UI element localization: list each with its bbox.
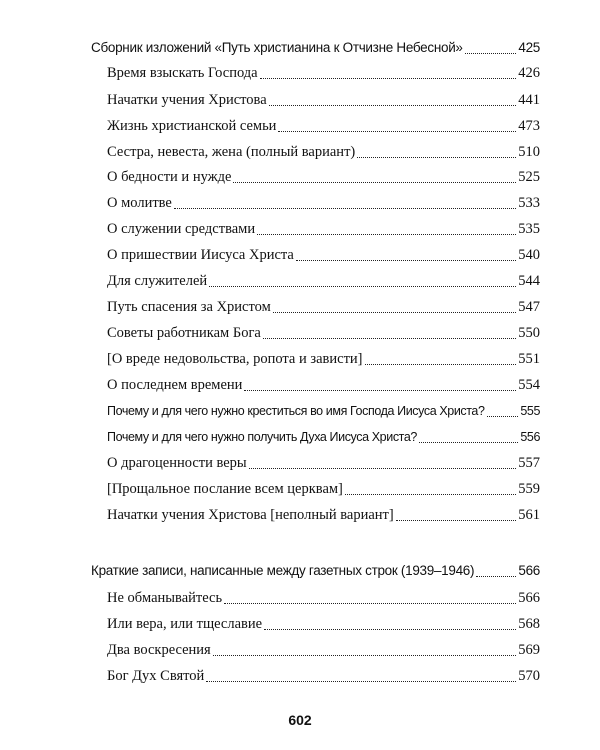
entry-page: 547 [518,299,540,315]
entry-title: Бог Дух Святой [107,668,205,684]
dot-leader [244,386,516,391]
entry-title: Время взыскать Господа [107,65,258,81]
entry-page: 473 [518,118,540,134]
entry-page: 561 [518,507,540,523]
entry-title: Почему и для чего нужно креститься во имя Господа Иисуса Христа? [107,404,485,418]
entry-page: 510 [518,144,540,160]
dot-leader [174,204,516,209]
dot-leader [263,334,516,339]
dot-leader [273,308,516,313]
entry-title: [Прощальное послание всем церквам] [107,481,343,497]
entry-title: Жизнь христианской семьи [107,118,277,134]
entry-page: 557 [518,455,540,471]
entry-title: О последнем времени [107,377,243,393]
entry-title: О пришествии Иисуса Христа [107,247,294,263]
entry-title: О молитве [107,195,172,211]
entry-page: 426 [518,65,540,81]
toc-entry [107,166,540,188]
section-title: Сборник изложений «Путь христианина к Отчизне Небесной» [91,40,463,55]
entry-title: Начатки учения Христова [неполный вариант] [107,507,394,523]
entry-page: 533 [518,195,540,211]
dot-leader [296,256,516,261]
entry-title: Не обманывайтесь [107,590,223,606]
entry-title: Или вера, или тщеславие [107,616,263,632]
toc-entry [107,478,540,500]
entry-title: Для служителей [107,273,208,289]
toc-entry [107,270,540,292]
toc-entry [107,504,540,526]
toc-entry [107,665,540,687]
dot-leader [257,230,516,235]
entry-page: 566 [518,590,540,606]
dot-leader [206,677,516,682]
entry-title: О драгоценности веры [107,455,247,471]
toc-entry [107,426,540,448]
toc-entry [107,296,540,318]
entry-title: Путь спасения за Христом [107,299,271,315]
section-page: 425 [518,40,540,55]
dot-leader [224,599,516,604]
entry-title: Начатки учения Христова [107,92,267,108]
dot-leader [209,282,516,287]
entry-title: О служении средствами [107,221,256,237]
toc-entry [107,348,540,370]
dot-leader [278,127,516,132]
entry-page: 555 [520,404,540,418]
dot-leader [260,74,517,79]
toc-entry [107,192,540,214]
entry-page: 441 [518,92,540,108]
entry-title: Два воскресения [107,642,211,658]
toc-section-heading [91,560,540,582]
entry-page: 554 [518,377,540,393]
dot-leader [264,625,516,630]
toc-entry [107,141,540,163]
entry-title: [О вреде недовольства, ропота и зависти] [107,351,363,367]
dot-leader [419,438,518,443]
toc-section-heading [91,37,540,59]
dot-leader [396,516,517,521]
toc-entry [107,244,540,266]
entry-title: Сестра, невеста, жена (полный вариант) [107,144,356,160]
entry-page: 551 [518,351,540,367]
toc-entry [107,62,540,84]
entry-page: 570 [518,668,540,684]
toc-entry [107,218,540,240]
dot-leader [465,49,517,54]
entry-page: 559 [518,481,540,497]
page-number: 602 [288,712,312,728]
toc-entry [107,452,540,474]
entry-page: 556 [520,430,540,444]
toc-entry [107,89,540,111]
entry-title: Почему и для чего нужно получить Духа Иисуса Христа? [107,430,417,444]
dot-leader [365,360,517,365]
toc-entry [107,322,540,344]
dot-leader [476,572,516,577]
entry-page: 544 [518,273,540,289]
entry-page: 525 [518,169,540,185]
dot-leader [249,464,517,469]
toc-entry [107,613,540,635]
toc-entry [107,639,540,661]
section-title: Краткие записи, написанные между газетных строк (1939–1946) [91,563,475,578]
entry-title: О бедности и нужде [107,169,232,185]
section-page: 566 [518,563,540,578]
entry-title: Советы работникам Бога [107,325,261,341]
dot-leader [269,101,517,106]
toc-entry [107,115,540,137]
dot-leader [487,412,519,417]
entry-page: 540 [518,247,540,263]
entry-page: 568 [518,616,540,632]
entry-page: 569 [518,642,540,658]
dot-leader [357,153,516,158]
entry-page: 550 [518,325,540,341]
toc-entry [107,400,540,422]
toc-entry [107,587,540,609]
entry-page: 535 [518,221,540,237]
dot-leader [213,651,517,656]
dot-leader [233,178,516,183]
dot-leader [345,490,516,495]
toc-entry [107,374,540,396]
